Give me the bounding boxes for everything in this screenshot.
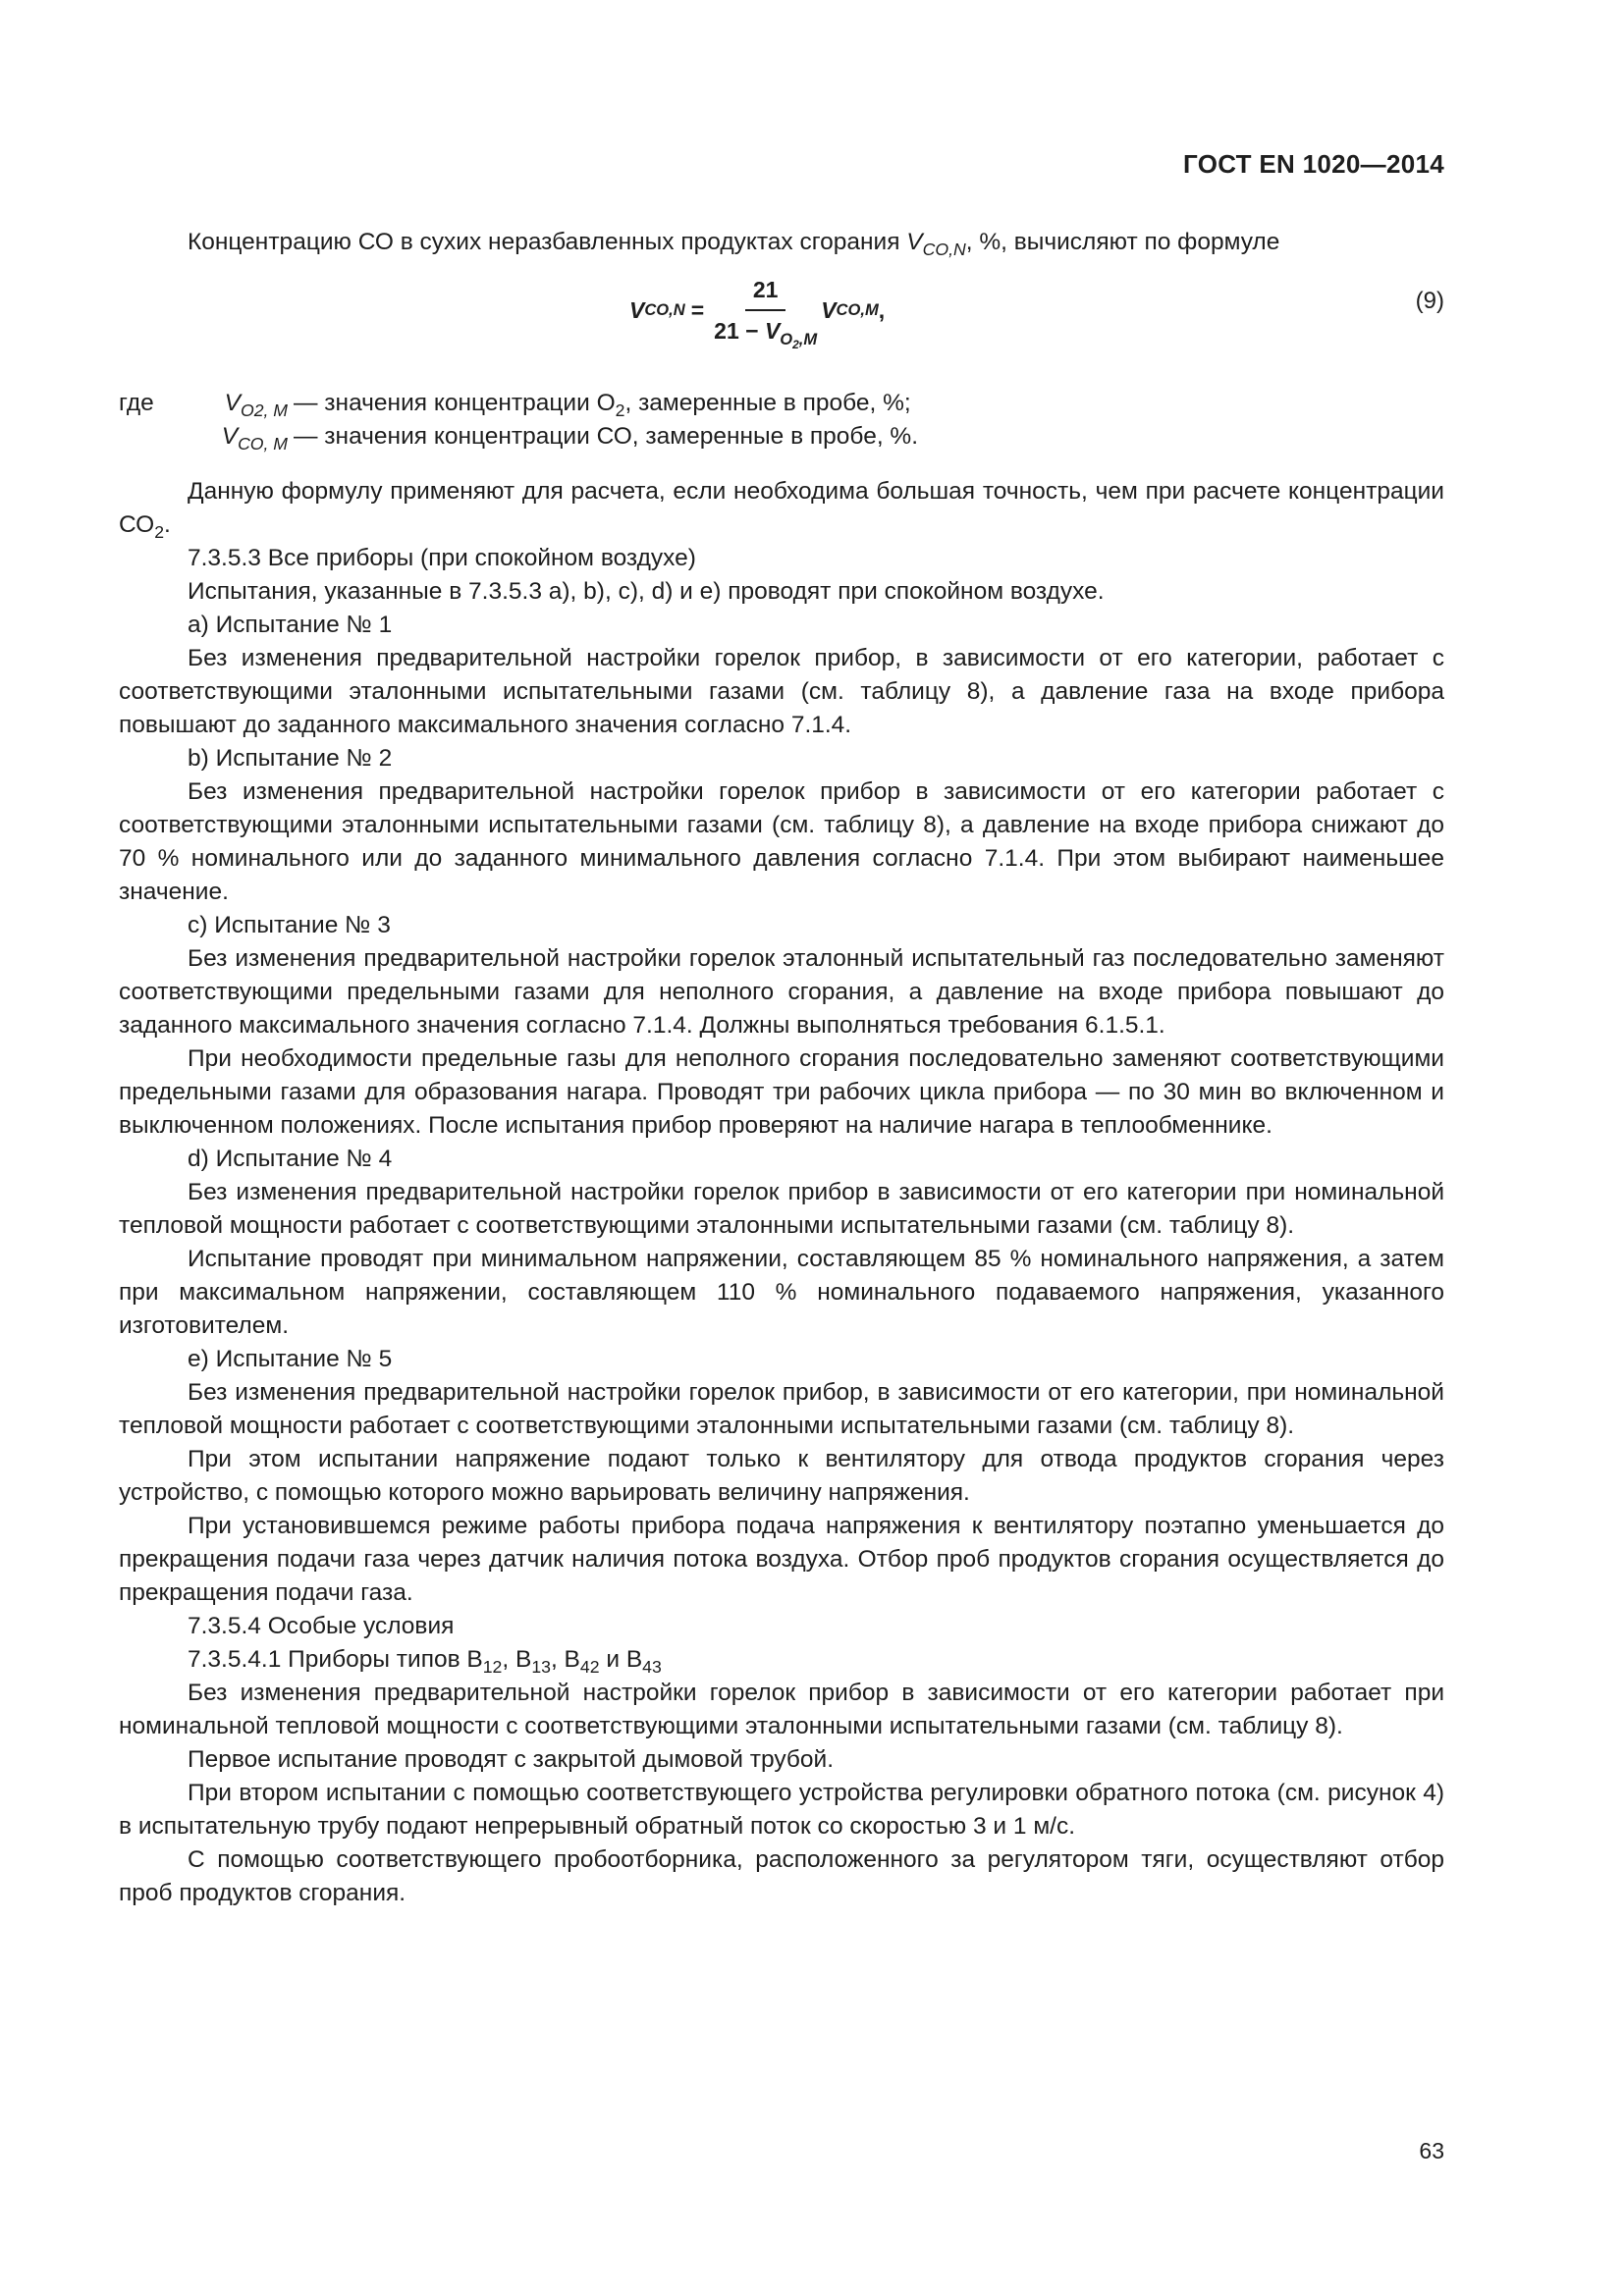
legend-row-co: $V_{CO, M}$ — значения концентрации СО, замеренные в пробе, %. (221, 423, 919, 454)
formula-legend (119, 387, 1444, 454)
test-heading-5: e) Испытание № 5 (188, 1346, 393, 1372)
test-heading-1: a) Испытание № 1 (188, 612, 393, 638)
equation-number: (9) (1415, 288, 1444, 314)
paragraph: Без изменения предварительной настройки горелок эталонный испытательный газ последовательно заменяют соответствующими предельными газами для неполного сгорания, а давление на входе прибора повышают до заданного максимального значения согласно 7.1.4. Должны выполняться требования 6.1.5.1. (119, 945, 1444, 1039)
test-heading-3: c) Испытание № 3 (188, 912, 391, 938)
formula-9: V CO,N = $\frac{21}{21 - V_{O_2,M}}$ V CO,M , (629, 263, 885, 357)
paragraph: При установившемся режиме работы прибора подача напряжения к вентилятору поэтапно уменьшается до прекращения подачи газа через датчик наличия потока воздуха. Отбор проб продуктов сгорания осуществляется до прекращения подачи газа. (119, 1513, 1444, 1606)
paragraph: Без изменения предварительной настройки горелок прибор, в зависимости от его категории, при номинальной тепловой мощности работает с соответствующими эталонными испытательными газами (см. таблицу 8). (119, 1379, 1444, 1439)
paragraph: Без изменения предварительной настройки горелок прибор в зависимости от его категории работает с соответствующими эталонными испытательными газами (см. таблицу 8), а давление на входе прибора снижают до 70 % номинального или до заданного минимального давления согласно 7.1.4. При этом выбирают наименьшее значение. (119, 778, 1444, 905)
paragraph: При этом испытании напряжение подают только к вентилятору для отвода продуктов сгорания через устройство, с помощью которого можно варьировать величину напряжения. (119, 1446, 1444, 1506)
test-heading-2: b) Испытание № 2 (188, 745, 393, 772)
document-code: ГОСТ EN 1020—2014 (1183, 149, 1444, 179)
section-heading-7-3-5-4-1: 7.3.5.4.1 Приборы типов $В_{12}$, $В_{13}$, $В_{42}$ и $В_{43}$ (188, 1646, 662, 1678)
paragraph: Без изменения предварительной настройки горелок прибор в зависимости от его категории работает при номинальной тепловой мощности с соответствующими эталонными испытательными газами (см. таблицу 8). (119, 1680, 1444, 1739)
formula-fraction: $\frac{21}{21 - V_{O_2,M}}$ (714, 273, 817, 347)
paragraph: Без изменения предварительной настройки горелок прибор, в зависимости от его категории, работает с соответствующими эталонными испытательными газами (см. таблицу 8), а давление газа на входе прибора повышают до заданного максимального значения согласно 7.1.4. (119, 645, 1444, 738)
paragraph: Без изменения предварительной настройки горелок прибор в зависимости от его категории при номинальной тепловой мощности работает с соответствующими эталонными испытательными газами (см. таблицу 8). (119, 1179, 1444, 1239)
paragraph: При необходимости предельные газы для неполного сгорания последовательно заменяют соответствующими предельными газами для образования нагара. Проводят три рабочих цикла прибора — по 30 мин во включенном и выключенном положениях. После испытания прибор проверяют на наличие нагара в теплообменнике. (119, 1045, 1444, 1139)
paragraph: Первое испытание проводят с закрытой дымовой трубой. (188, 1746, 835, 1773)
paragraph: Испытание проводят при минимальном напряжении, составляющем 85 % номинального напряжения, а затем при максимальном напряжении, составляющем 110 % номинального подаваемого напряжения, указанного изготовителем. (119, 1246, 1444, 1339)
paragraph: С помощью соответствующего пробоотборника, расположенного за регулятором тяги, осуществляют отбор проб продуктов сгорания. (119, 1846, 1444, 1906)
paragraph: Испытания, указанные в 7.3.5.3 а), b), c), d) и e) проводят при спокойном воздухе. (188, 578, 1105, 605)
paragraph: Данную формулу применяют для расчета, если необходима большая точность, чем при расчете концентрации $СО_2$. (119, 478, 1444, 543)
test-heading-4: d) Испытание № 4 (188, 1146, 393, 1172)
formula-block (119, 263, 1444, 357)
page-number: 63 (1419, 2138, 1444, 2163)
section-heading-7-3-5-3: 7.3.5.3 Все приборы (при спокойном воздухе) (188, 545, 696, 571)
paragraph: При втором испытании с помощью соответствующего устройства регулировки обратного потока (см. рисунок 4) в испытательную трубу подают непрерывный обратный поток со скоростью 3 и 1 м/с. (119, 1780, 1444, 1840)
formula-intro: Концентрацию СО в сухих неразбавленных продуктах сгорания $V_{CO,N}$, %, вычисляют по формуле (188, 229, 1280, 260)
page-body (119, 226, 1444, 1910)
section-heading-7-3-5-4: 7.3.5.4 Особые условия (188, 1613, 455, 1639)
legend-row-o2: где $V_{O2, M}$ — значения концентрации $О_2$, замеренные в пробе, %; (119, 390, 911, 421)
